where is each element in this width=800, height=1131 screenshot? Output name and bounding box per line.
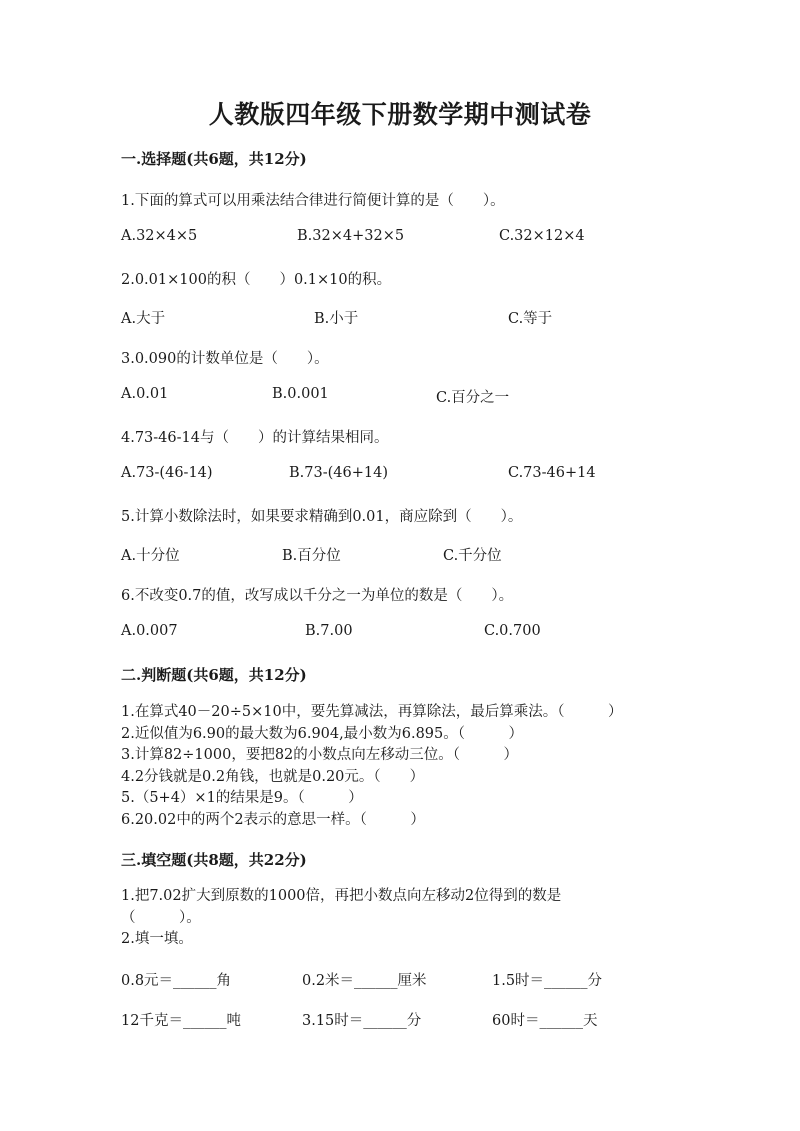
fill-blank: 12千克＝______吨 bbox=[121, 1013, 241, 1029]
judge-item: 4.2分钱就是0.2角钱，也就是0.20元。（ ） bbox=[121, 768, 425, 785]
options-row bbox=[0, 307, 800, 329]
fill-blank: 0.2米＝______厘米 bbox=[302, 973, 427, 989]
judge-item: 3.计算82÷1000，要把82的小数点向左移动三位。（ ） bbox=[121, 747, 519, 764]
option-a: A.大于 bbox=[121, 311, 166, 327]
fill-blank: 0.8元＝______角 bbox=[121, 973, 232, 989]
fill-row bbox=[0, 1009, 800, 1031]
fill-blank: 60时＝______天 bbox=[492, 1013, 598, 1029]
judge-item: 1.在算式40－20÷5×10中，要先算减法，再算除法，最后算乘法。（ ） bbox=[121, 704, 623, 720]
options-row bbox=[0, 386, 800, 408]
option-a: A.0.01 bbox=[121, 386, 169, 402]
fill-question-1 bbox=[121, 886, 561, 951]
question-4: 4.73-46-14与（ ）的计算结果相同。 bbox=[121, 430, 389, 446]
option-b: B.百分位 bbox=[282, 548, 341, 564]
question-3: 3.0.090的计数单位是（ ）。 bbox=[121, 351, 329, 367]
judge-item: 5.（5+4）×1的结果是9。（ ） bbox=[121, 790, 363, 807]
option-b: B.0.001 bbox=[272, 386, 329, 402]
question-2: 2.0.01×100的积（ ）0.1×10的积。 bbox=[121, 272, 392, 288]
judge-list bbox=[121, 702, 622, 832]
option-c: C.百分之一 bbox=[436, 390, 510, 406]
question-6: 6.不改变0.7的值，改写成以千分之一为单位的数是（ ）。 bbox=[121, 588, 514, 604]
option-a: A.十分位 bbox=[121, 548, 180, 564]
fill-row bbox=[0, 969, 800, 991]
question-text: 1.把7.02扩大到原数的1000倍，再把小数点向左移动2位得到的数是 bbox=[121, 888, 562, 904]
options-row bbox=[0, 544, 800, 566]
option-a: A.32×4×5 bbox=[121, 228, 198, 244]
judge-item: 6.20.02中的两个2表示的意思一样。（ ） bbox=[121, 811, 425, 828]
option-a: A.73-(46-14) bbox=[121, 465, 213, 481]
question-text: 2.填一填。 bbox=[121, 931, 193, 948]
option-b: B.小于 bbox=[314, 311, 359, 327]
section-heading-choice: 一.选择题(共6题，共12分) bbox=[121, 150, 307, 168]
section-heading-fill: 三.填空题(共8题，共22分) bbox=[121, 851, 307, 869]
option-c: C.0.700 bbox=[484, 623, 541, 639]
answer-blank: （ ）。 bbox=[121, 909, 201, 926]
options-row bbox=[0, 228, 800, 250]
option-b: B.7.00 bbox=[305, 623, 353, 639]
option-c: C.73-46+14 bbox=[508, 465, 596, 481]
section-heading-judge: 二.判断题(共6题，共12分) bbox=[121, 666, 307, 684]
option-c: C.千分位 bbox=[443, 548, 502, 564]
option-b: B.32×4+32×5 bbox=[297, 228, 405, 244]
page-title: 人教版四年级下册数学期中测试卷 bbox=[208, 100, 592, 129]
options-row bbox=[0, 623, 800, 645]
option-c: C.等于 bbox=[508, 311, 553, 327]
option-c: C.32×12×4 bbox=[499, 228, 585, 244]
option-a: A.0.007 bbox=[121, 623, 178, 639]
question-5: 5.计算小数除法时，如果要求精确到0.01，商应除到（ ）。 bbox=[121, 509, 523, 525]
question-1: 1.下面的算式可以用乘法结合律进行简便计算的是（ ）。 bbox=[121, 193, 505, 209]
option-b: B.73-(46+14) bbox=[289, 465, 388, 481]
fill-blank: 1.5时＝______分 bbox=[492, 973, 603, 989]
options-row bbox=[0, 465, 800, 487]
fill-blank: 3.15时＝______分 bbox=[302, 1013, 422, 1029]
judge-item: 2.近似值为6.90的最大数为6.904,最小数为6.895。（ ） bbox=[121, 725, 523, 742]
